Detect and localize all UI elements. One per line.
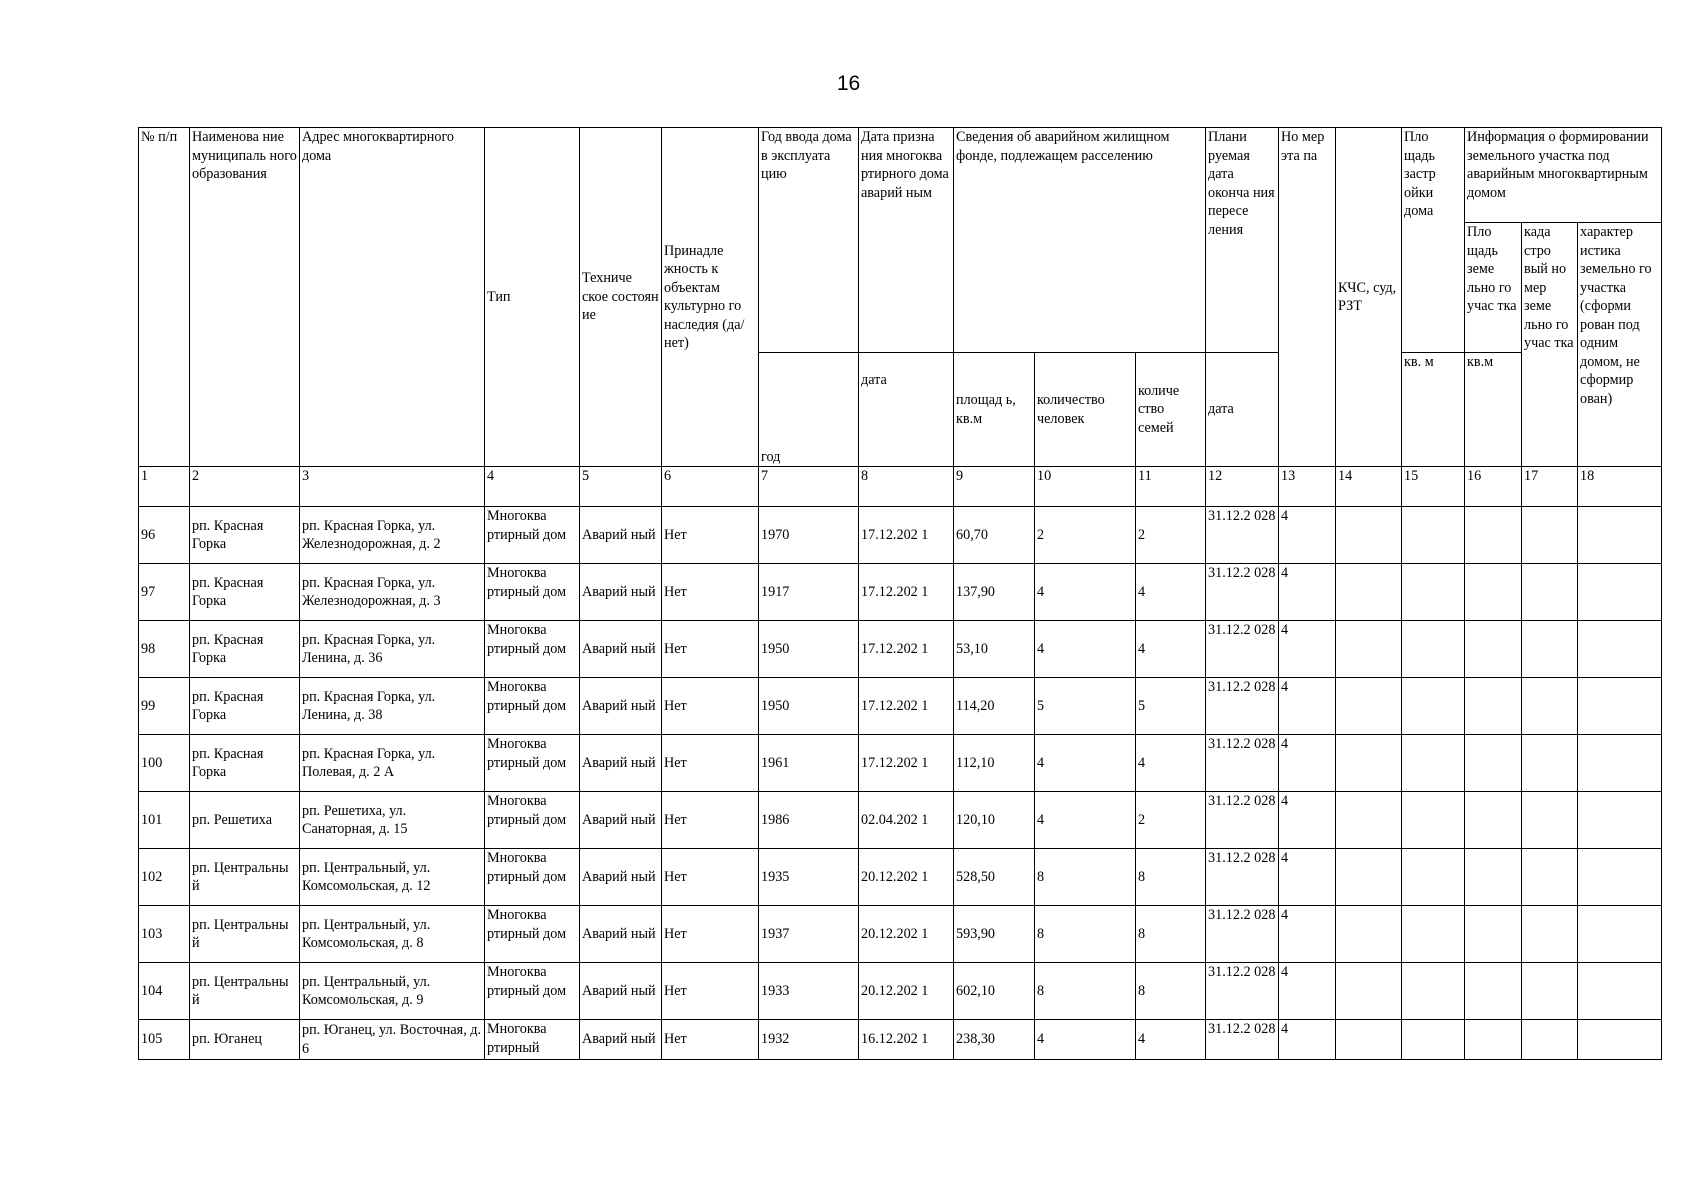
type-cell: Многоква ртирный дом [485,678,580,735]
heritage-cell: Нет [662,678,759,735]
kchs-cell [1336,507,1402,564]
land-character-cell [1578,678,1662,735]
people-cell: 4 [1035,564,1136,621]
col-number: 6 [662,467,759,507]
table-row [139,906,1662,963]
people-cell: 4 [1035,735,1136,792]
table-row [139,792,1662,849]
cadastral-cell [1522,963,1578,1020]
date-cell: 17.12.202 1 [859,564,954,621]
land-area-cell [1465,849,1522,906]
planned-date-cell: 31.12.2 028 [1206,906,1279,963]
header-heritage: Принадле жность к объектам культурно го наследия (да/нет) [662,128,759,467]
stage-cell: 4 [1279,906,1336,963]
col-number: 14 [1336,467,1402,507]
page-number: 16 [836,72,861,95]
state-cell: Аварий ный [580,507,662,564]
families-cell: 4 [1136,564,1206,621]
state-cell: Аварий ный [580,792,662,849]
cadastral-cell [1522,621,1578,678]
land-character-cell [1578,906,1662,963]
kchs-cell [1336,564,1402,621]
header-built-area: Пло щадь застр ойки дома [1402,128,1465,353]
type-cell: Многоква ртирный дом [485,792,580,849]
planned-date-cell: 31.12.2 028 [1206,792,1279,849]
heritage-cell: Нет [662,735,759,792]
cadastral-cell [1522,564,1578,621]
header-planned-date: Плани руемая дата оконча ния пересе ления [1206,128,1279,353]
land-area-cell [1465,678,1522,735]
built-area-cell [1402,849,1465,906]
table-row [139,963,1662,1020]
stage-cell: 4 [1279,564,1336,621]
header-num: № п/п [139,128,190,467]
heritage-cell: Нет [662,1020,759,1060]
stage-cell: 4 [1279,849,1336,906]
type-cell: Многоква ртирный дом [485,621,580,678]
header-state: Техниче ское состоян ие [580,128,662,467]
type-cell: Многоква ртирный дом [485,849,580,906]
col-number: 12 [1206,467,1279,507]
state-cell: Аварий ный [580,963,662,1020]
col-number: 11 [1136,467,1206,507]
row-number: 102 [139,849,190,906]
table-row [139,621,1662,678]
planned-date-cell: 31.12.2 028 [1206,849,1279,906]
built-area-cell [1402,564,1465,621]
built-area-cell [1402,792,1465,849]
year-cell: 1961 [759,735,859,792]
municipality-cell: рп. Центральны й [190,849,300,906]
families-cell: 8 [1136,963,1206,1020]
land-character-cell [1578,621,1662,678]
municipality-cell: рп. Юганец [190,1020,300,1060]
heritage-cell: Нет [662,564,759,621]
built-area-cell [1402,963,1465,1020]
column-numbers-row [139,467,1662,507]
people-cell: 8 [1035,849,1136,906]
header-land-area-sub: кв.м [1465,353,1522,467]
area-cell: 114,20 [954,678,1035,735]
heritage-cell: Нет [662,792,759,849]
header-type: Тип [485,128,580,467]
municipality-cell: рп. Центральны й [190,906,300,963]
stage-cell: 4 [1279,792,1336,849]
heritage-cell: Нет [662,507,759,564]
municipality-cell: рп. Красная Горка [190,507,300,564]
date-cell: 17.12.202 1 [859,507,954,564]
type-cell: Многоква ртирный дом [485,906,580,963]
area-cell: 112,10 [954,735,1035,792]
planned-date-cell: 31.12.2 028 [1206,678,1279,735]
stage-cell: 4 [1279,678,1336,735]
families-cell: 4 [1136,735,1206,792]
area-cell: 528,50 [954,849,1035,906]
state-cell: Аварий ный [580,1020,662,1060]
state-cell: Аварий ный [580,735,662,792]
header-municipality: Наименова ние муниципаль ного образования [190,128,300,467]
people-cell: 4 [1035,1020,1136,1060]
municipality-cell: рп. Решетиха [190,792,300,849]
header-date-sub: дата [859,353,954,467]
stage-cell: 4 [1279,1020,1336,1060]
land-area-cell [1465,621,1522,678]
col-number: 9 [954,467,1035,507]
year-cell: 1932 [759,1020,859,1060]
header-land-area: Пло щадь земе льно го учас тка [1465,223,1522,353]
planned-date-cell: 31.12.2 028 [1206,564,1279,621]
land-character-cell [1578,849,1662,906]
year-cell: 1933 [759,963,859,1020]
kchs-cell [1336,621,1402,678]
year-cell: 1917 [759,564,859,621]
built-area-cell [1402,507,1465,564]
date-cell: 02.04.202 1 [859,792,954,849]
families-cell: 4 [1136,1020,1206,1060]
state-cell: Аварий ный [580,906,662,963]
municipality-cell: рп. Красная Горка [190,621,300,678]
header-year: Год ввода дома в эксплуата цию [759,128,859,353]
header-built-area-sub: кв. м [1402,353,1465,467]
stage-cell: 4 [1279,735,1336,792]
area-cell: 238,30 [954,1020,1035,1060]
col-number: 7 [759,467,859,507]
year-cell: 1970 [759,507,859,564]
land-area-cell [1465,906,1522,963]
state-cell: Аварий ный [580,849,662,906]
year-cell: 1986 [759,792,859,849]
table-row [139,1020,1662,1060]
land-character-cell [1578,507,1662,564]
state-cell: Аварий ный [580,621,662,678]
row-number: 103 [139,906,190,963]
municipality-cell: рп. Красная Горка [190,678,300,735]
row-number: 104 [139,963,190,1020]
col-number: 10 [1035,467,1136,507]
cadastral-cell [1522,735,1578,792]
col-number: 17 [1522,467,1578,507]
year-cell: 1950 [759,621,859,678]
header-land-info: Информация о формировании земельного участка под аварийным многоквартирным домом [1465,128,1662,223]
header-families: количе ство семей [1136,353,1206,467]
date-cell: 20.12.202 1 [859,849,954,906]
col-number: 16 [1465,467,1522,507]
col-number: 18 [1578,467,1662,507]
type-cell: Многоква ртирный [485,1020,580,1060]
kchs-cell [1336,1020,1402,1060]
area-cell: 60,70 [954,507,1035,564]
col-number: 4 [485,467,580,507]
col-number: 15 [1402,467,1465,507]
planned-date-cell: 31.12.2 028 [1206,735,1279,792]
type-cell: Многоква ртирный дом [485,963,580,1020]
table-row [139,735,1662,792]
land-area-cell [1465,735,1522,792]
address-cell: рп. Красная Горка, ул. Железнодорожная, д. 3 [300,564,485,621]
table-body [139,507,1662,1060]
families-cell: 5 [1136,678,1206,735]
address-cell: рп. Красная Горка, ул. Железнодорожная, д. 2 [300,507,485,564]
kchs-cell [1336,792,1402,849]
address-cell: рп. Центральный, ул. Комсомольская, д. 9 [300,963,485,1020]
heritage-cell: Нет [662,849,759,906]
built-area-cell [1402,735,1465,792]
address-cell: рп. Юганец, ул. Восточная, д. 6 [300,1020,485,1060]
stage-cell: 4 [1279,507,1336,564]
area-cell: 593,90 [954,906,1035,963]
area-cell: 120,10 [954,792,1035,849]
table-row [139,507,1662,564]
land-character-cell [1578,735,1662,792]
families-cell: 2 [1136,507,1206,564]
cadastral-cell [1522,792,1578,849]
cadastral-cell [1522,678,1578,735]
address-cell: рп. Красная Горка, ул. Ленина, д. 38 [300,678,485,735]
kchs-cell [1336,963,1402,1020]
address-cell: рп. Красная Горка, ул. Ленина, д. 36 [300,621,485,678]
people-cell: 8 [1035,963,1136,1020]
kchs-cell [1336,906,1402,963]
row-number: 105 [139,1020,190,1060]
people-cell: 8 [1035,906,1136,963]
header-date-recognition: Дата призна ния многоква ртирного дома аварий ным [859,128,954,353]
header-area: площад ь, кв.м [954,353,1035,467]
address-cell: рп. Решетиха, ул. Санаторная, д. 15 [300,792,485,849]
row-number: 99 [139,678,190,735]
cadastral-cell [1522,906,1578,963]
area-cell: 53,10 [954,621,1035,678]
table-row [139,849,1662,906]
land-area-cell [1465,792,1522,849]
address-cell: рп. Красная Горка, ул. Полевая, д. 2 А [300,735,485,792]
col-number: 5 [580,467,662,507]
land-character-cell [1578,963,1662,1020]
row-number: 100 [139,735,190,792]
heritage-cell: Нет [662,621,759,678]
type-cell: Многоква ртирный дом [485,735,580,792]
land-area-cell [1465,1020,1522,1060]
land-character-cell [1578,564,1662,621]
row-number: 97 [139,564,190,621]
year-cell: 1937 [759,906,859,963]
families-cell: 2 [1136,792,1206,849]
date-cell: 17.12.202 1 [859,735,954,792]
stage-cell: 4 [1279,963,1336,1020]
cadastral-cell [1522,507,1578,564]
area-cell: 602,10 [954,963,1035,1020]
built-area-cell [1402,621,1465,678]
municipality-cell: рп. Центральны й [190,963,300,1020]
date-cell: 17.12.202 1 [859,621,954,678]
land-character-cell [1578,792,1662,849]
state-cell: Аварий ный [580,564,662,621]
people-cell: 4 [1035,621,1136,678]
header-land-character: характер истика земельно го участка (сформи рован под одним домом, не сформир ован) [1578,223,1662,467]
land-area-cell [1465,507,1522,564]
planned-date-cell: 31.12.2 028 [1206,621,1279,678]
housing-table [138,127,1662,1060]
people-cell: 4 [1035,792,1136,849]
cadastral-cell [1522,849,1578,906]
year-cell: 1935 [759,849,859,906]
row-number: 98 [139,621,190,678]
col-number: 1 [139,467,190,507]
municipality-cell: рп. Красная Горка [190,735,300,792]
heritage-cell: Нет [662,906,759,963]
type-cell: Многоква ртирный дом [485,507,580,564]
date-cell: 20.12.202 1 [859,906,954,963]
kchs-cell [1336,849,1402,906]
municipality-cell: рп. Красная Горка [190,564,300,621]
address-cell: рп. Центральный, ул. Комсомольская, д. 12 [300,849,485,906]
header-year-sub: год [759,353,859,467]
col-number: 13 [1279,467,1336,507]
header-cadastral: када стро вый но мер земе льно го учас тка [1522,223,1578,467]
date-cell: 20.12.202 1 [859,963,954,1020]
col-number: 3 [300,467,485,507]
built-area-cell [1402,678,1465,735]
families-cell: 8 [1136,906,1206,963]
date-cell: 17.12.202 1 [859,678,954,735]
table-row [139,564,1662,621]
header-emergency-fund: Сведения об аварийном жилищном фонде, подлежащем расселению [954,128,1206,353]
year-cell: 1950 [759,678,859,735]
heritage-cell: Нет [662,963,759,1020]
stage-cell: 4 [1279,621,1336,678]
kchs-cell [1336,735,1402,792]
planned-date-cell: 31.12.2 028 [1206,1020,1279,1060]
families-cell: 8 [1136,849,1206,906]
state-cell: Аварий ный [580,678,662,735]
col-number: 8 [859,467,954,507]
header-address: Адрес многоквартирного дома [300,128,485,467]
header-planned-sub: дата [1206,353,1279,467]
header-kchs: КЧС, суд, РЗТ [1336,128,1402,467]
planned-date-cell: 31.12.2 028 [1206,963,1279,1020]
row-number: 96 [139,507,190,564]
header-stage: Но мер эта па [1279,128,1336,467]
built-area-cell [1402,1020,1465,1060]
kchs-cell [1336,678,1402,735]
row-number: 101 [139,792,190,849]
people-cell: 2 [1035,507,1136,564]
planned-date-cell: 31.12.2 028 [1206,507,1279,564]
land-area-cell [1465,963,1522,1020]
header-people: количество человек [1035,353,1136,467]
date-cell: 16.12.202 1 [859,1020,954,1060]
cadastral-cell [1522,1020,1578,1060]
col-number: 2 [190,467,300,507]
header-row-1 [139,128,1662,223]
table-row [139,678,1662,735]
area-cell: 137,90 [954,564,1035,621]
land-area-cell [1465,564,1522,621]
type-cell: Многоква ртирный дом [485,564,580,621]
land-character-cell [1578,1020,1662,1060]
address-cell: рп. Центральный, ул. Комсомольская, д. 8 [300,906,485,963]
people-cell: 5 [1035,678,1136,735]
built-area-cell [1402,906,1465,963]
families-cell: 4 [1136,621,1206,678]
